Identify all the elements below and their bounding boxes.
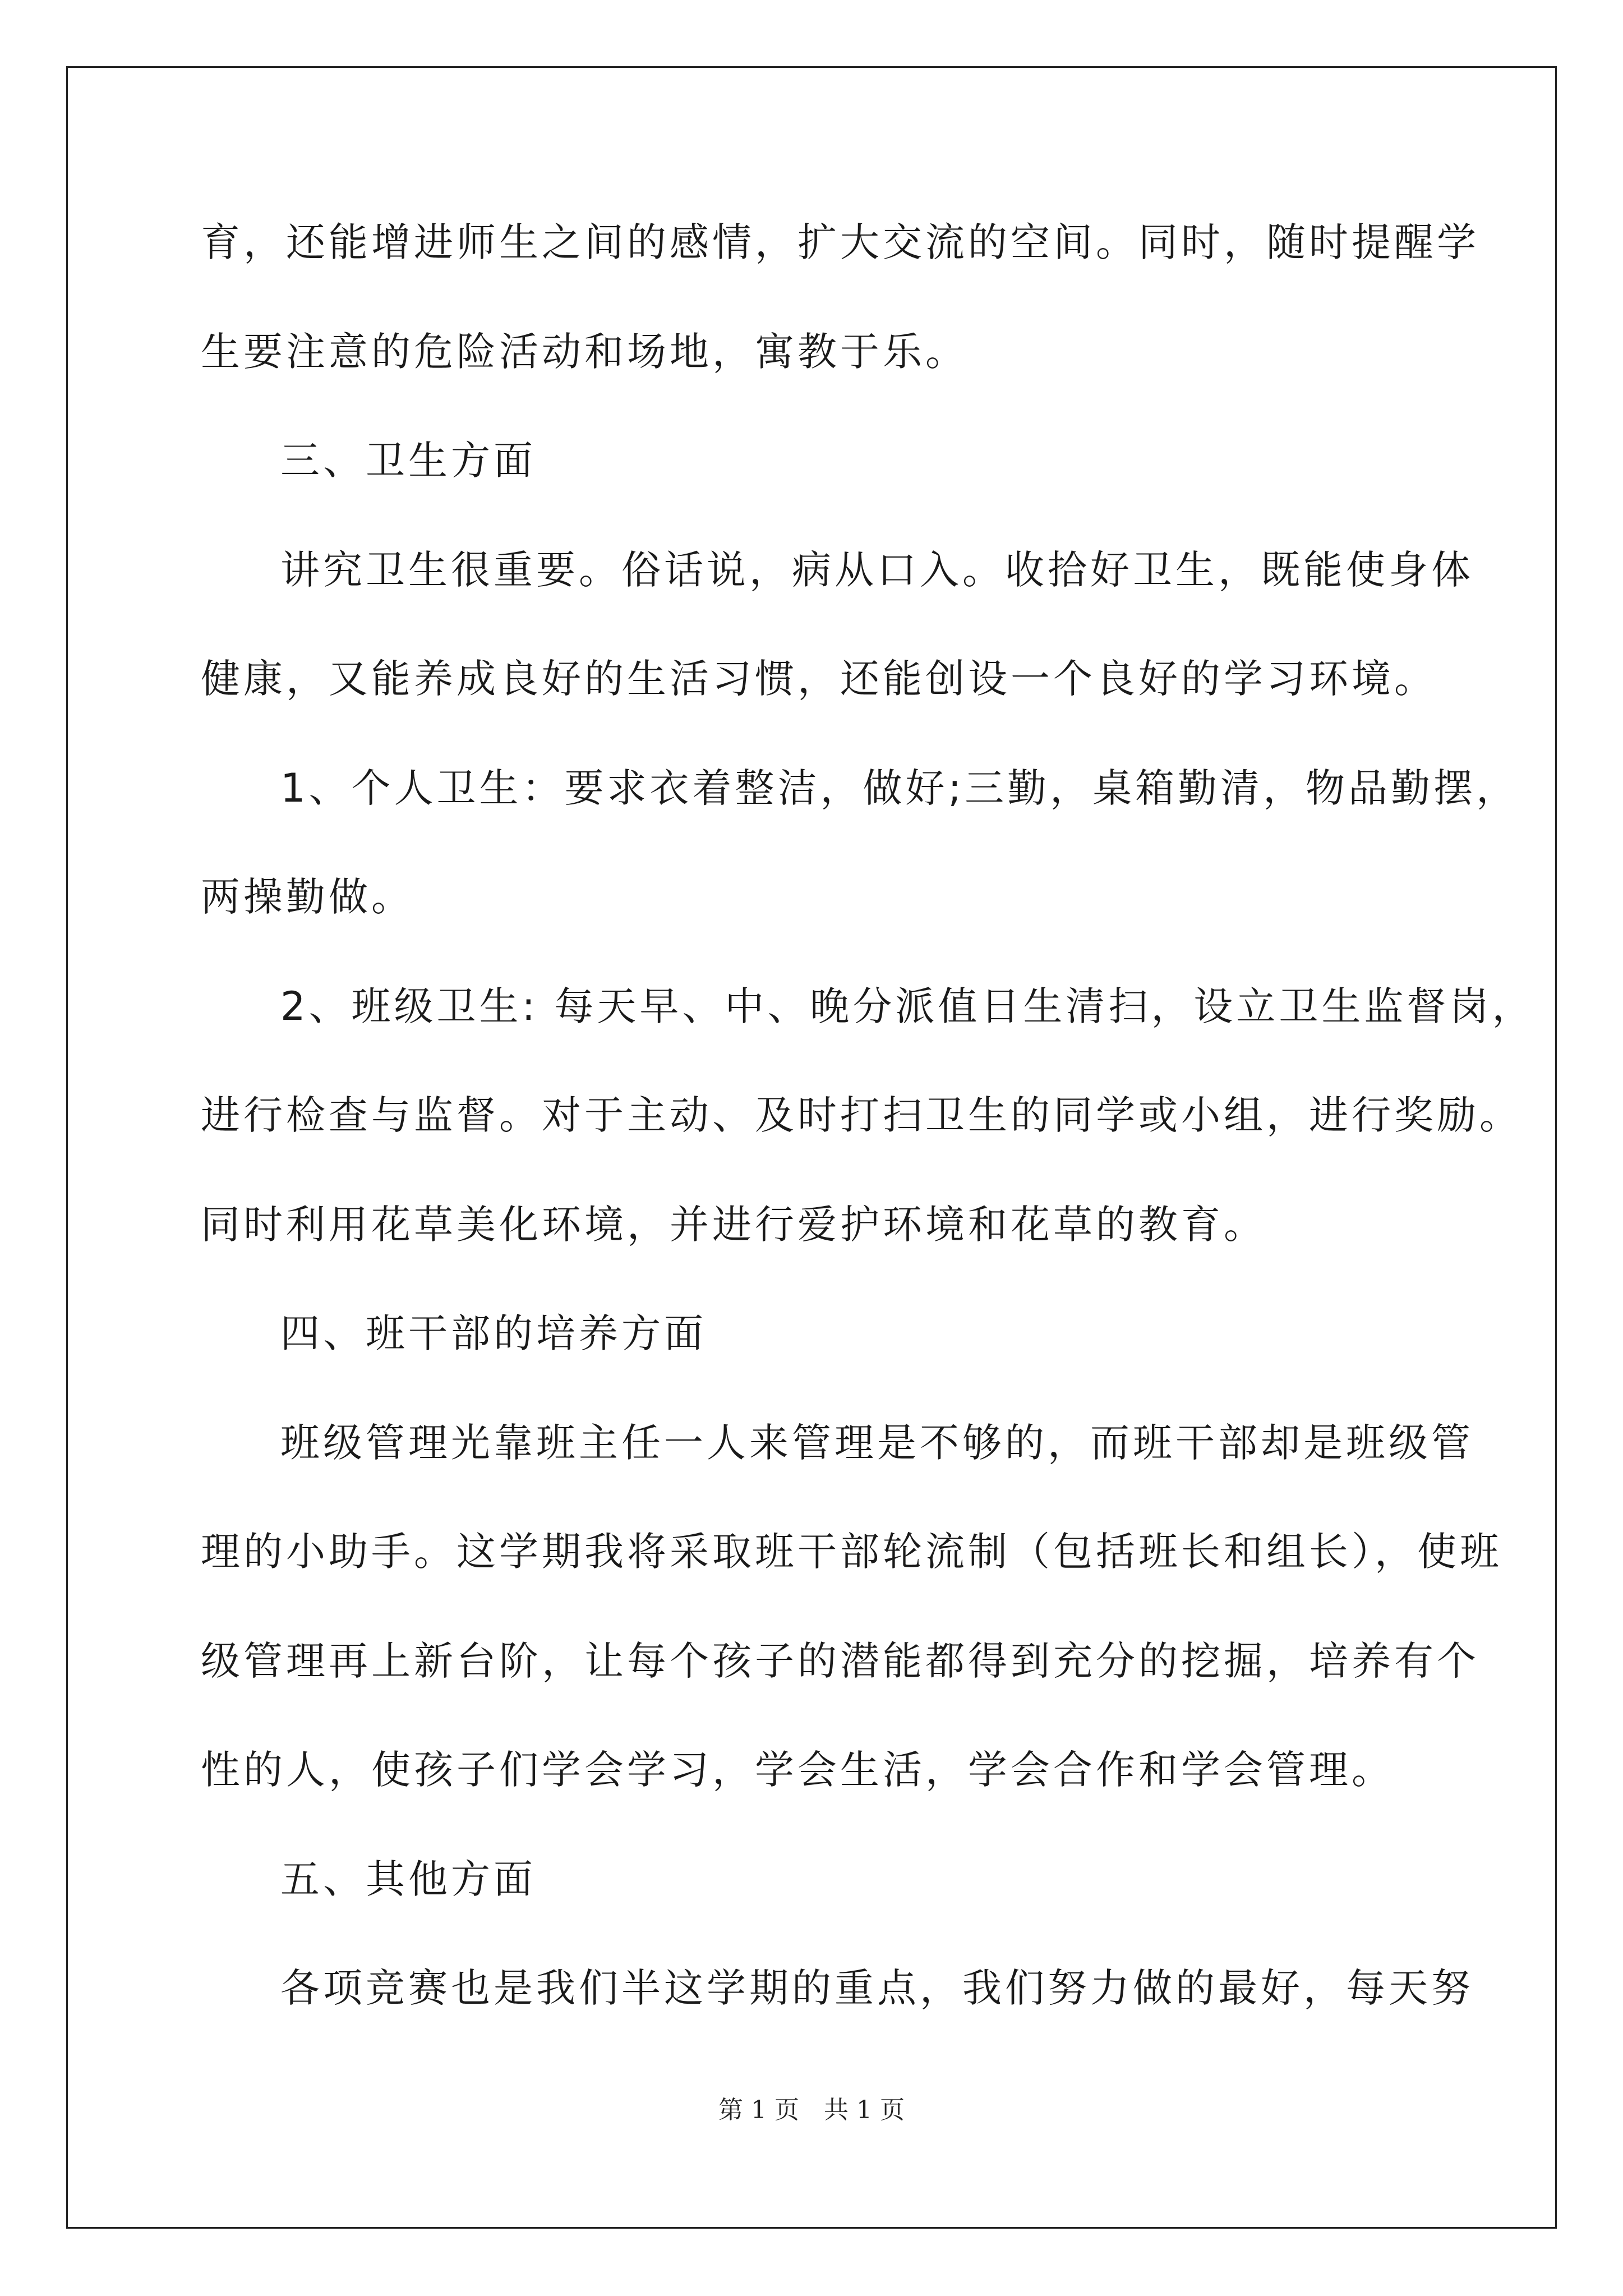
paragraph-first-line: 2、班级卫生: 每天早、中、晚分派值日生清扫，设立卫生监督岗， xyxy=(280,983,1535,1029)
section-heading: 四、班干部的培养方面 xyxy=(280,1310,707,1356)
text-line: 育，还能增进师生之间的感情，扩大交流的空间。同时，随时提醒学 xyxy=(201,219,1479,265)
text-line: 生要注意的危险活动和场地，寓教于乐。 xyxy=(201,329,968,375)
text-line: 同时利用花草美化环境，并进行爱护环境和花草的教育。 xyxy=(201,1202,1266,1248)
paragraph-first-line: 各项竞赛也是我们半这学期的重点，我们努力做的最好，每天努 xyxy=(280,1965,1474,2011)
section-heading: 三、卫生方面 xyxy=(280,438,536,484)
paragraph-first-line: 讲究卫生很重要。俗话说，病从口入。收拾好卫生，既能使身体 xyxy=(280,547,1474,593)
text-line: 级管理再上新台阶，让每个孩子的潜能都得到充分的挖掘，培养有个 xyxy=(201,1638,1479,1684)
text-line: 理的小助手。这学期我将采取班干部轮流制（包括班长和组长），使班 xyxy=(201,1529,1502,1575)
text-line: 两操勤做。 xyxy=(201,874,414,920)
page-footer: 第 1 页 共 1 页 xyxy=(718,2096,905,2124)
paragraph-first-line: 1、个人卫生：要求衣着整洁，做好;三勤，桌箱勤清，物品勤摆， xyxy=(280,765,1519,811)
text-line: 健康，又能养成良好的生活习惯，还能创设一个良好的学习环境。 xyxy=(201,656,1437,702)
section-heading: 五、其他方面 xyxy=(280,1856,536,1902)
text-line: 进行检查与监督。对于主动、及时打扫卫生的同学或小组，进行奖励。 xyxy=(201,1092,1522,1138)
text-line: 性的人，使孩子们学会学习，学会生活，学会合作和学会管理。 xyxy=(201,1747,1394,1793)
paragraph-first-line: 班级管理光靠班主任一人来管理是不够的，而班干部却是班级管 xyxy=(280,1420,1474,1466)
